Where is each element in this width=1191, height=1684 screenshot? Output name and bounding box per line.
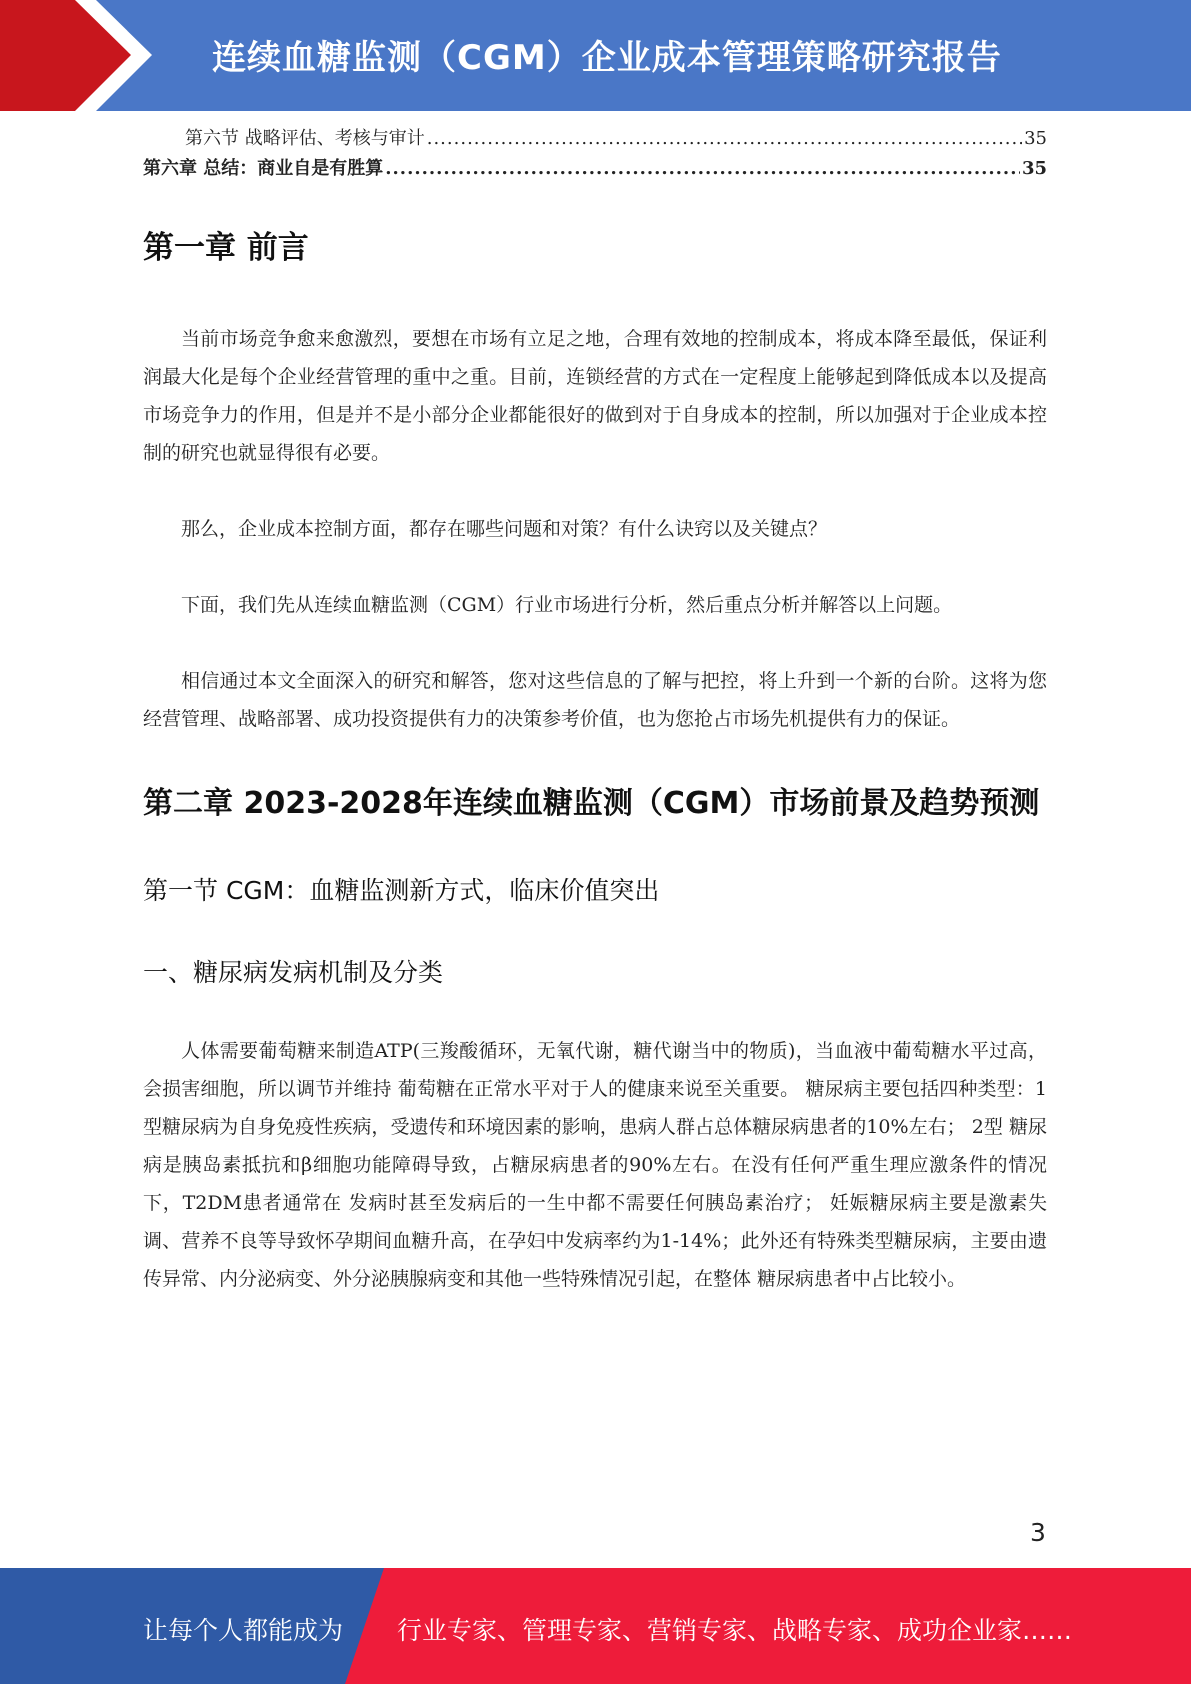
toc-entry-section[interactable] [143, 124, 1047, 154]
toc-leader-dots [427, 124, 1022, 154]
toc-entry-page: 35 [1021, 158, 1047, 179]
section-1-heading: 第一节 CGM：血糖监测新方式，临床价值突出 [143, 876, 660, 905]
toc-leader-dots [385, 154, 1020, 184]
footer-slogan-right: 行业专家、管理专家、营销专家、战略专家、成功企业家…… [397, 1616, 1073, 1645]
toc-entry-page: 35 [1024, 128, 1047, 149]
chapter-1-paragraph-2: 那么，企业成本控制方面，都存在哪些问题和对策？有什么诀窍以及关键点？ [181, 518, 828, 540]
subsection-1-heading: 一、糖尿病发病机制及分类 [143, 958, 444, 987]
header-red-chevron-icon [0, 0, 150, 111]
page-header [0, 0, 1191, 111]
chapter-1-paragraph-3: 下面，我们先从连续血糖监测（CGM）行业市场进行分析，然后重点分析并解答以上问题。 [181, 594, 953, 616]
report-title: 连续血糖监测（CGM）企业成本管理策略研究报告 [212, 38, 1002, 78]
document-body [143, 124, 1047, 1298]
chapter-1-paragraph-4: 相信通过本文全面深入的研究和解答，您对这些信息的了解与把控，将上升到一个新的台阶。这将为您经营管理、战略部署、成功投资提供有力的决策参考价值，也为您抢占市场先机提供有力的保证。 [143, 670, 1047, 730]
chapter-1-paragraph-1: 当前市场竞争愈来愈激烈，要想在市场有立足之地，合理有效地的控制成本，将成本降至最低，保证利润最大化是每个企业经营管理的重中之重。目前，连锁经营的方式在一定程度上能够起到降低成本以及提高市场竞争力的作用，但是并不是小部分企业都能很好的做到对于自身成本的控制，所以加强对于企业成本控制的研究也就显得很有必要。 [143, 328, 1047, 464]
toc-entry-label: 第六章 总结：商业自是有胜算 [143, 158, 384, 179]
page-number: 3 [1030, 1518, 1046, 1547]
subsection-1-paragraph: 人体需要葡萄糖来制造ATP(三羧酸循环，无氧代谢，糖代谢当中的物质)，当血液中葡萄糖水平过高，会损害细胞，所以调节并维持 葡萄糖在正常水平对于人的健康来说至关重要。 糖尿病主要包括四种类型：1型糖尿病为自身免疫性疾病，受遗传和环境因素的影响，患病人群占总体糖尿病患者的10%左右； 2型 糖尿病是胰岛素抵抗和β细胞功能障碍导致，占糖尿病患者的90%左右。在没有任何严重生理应激条件的情况下，T2DM患者通常在 发病时甚至发病后的一生中都不需要任何胰岛素治疗； 妊娠糖尿病主要是激素失调、营养不良等导致怀孕期间血糖升高，在孕妇中发病率约为1-14%；此外还有特殊类型糖尿病，主要由遗传异常、内分泌病变、外分泌胰腺病变和其他一些特殊情况引起，在整体 糖尿病患者中占比较小。 [143, 1040, 1047, 1290]
toc-entry-label: 第六节 战略评估、考核与审计 [185, 128, 425, 149]
chapter-2-heading: 第二章 2023-2028年连续血糖监测（CGM）市场前景及趋势预测 [143, 786, 1040, 821]
toc-entry-chapter[interactable] [143, 154, 1047, 184]
page-footer [0, 1568, 1191, 1684]
footer-slogan-left: 让每个人都能成为 [143, 1616, 344, 1645]
chapter-1-heading: 第一章 前言 [143, 230, 309, 266]
